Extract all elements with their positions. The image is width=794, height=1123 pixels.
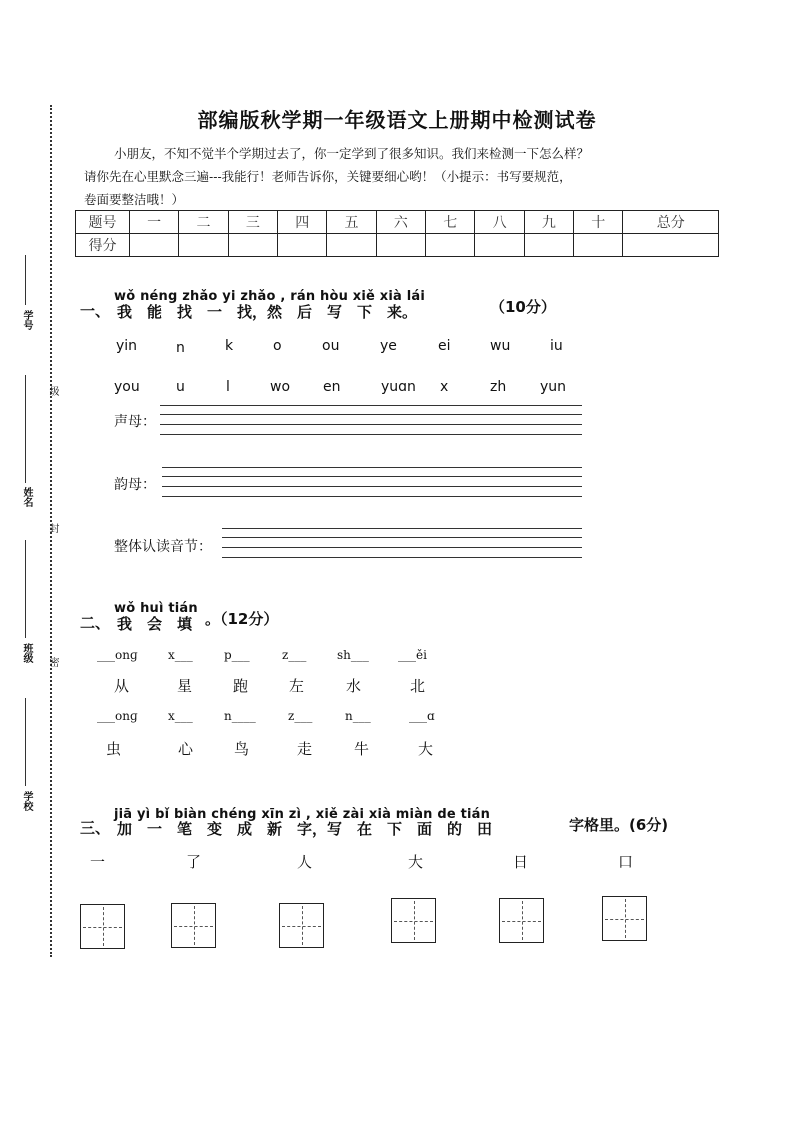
- hanzi-char: 口: [618, 853, 634, 871]
- class-line: [25, 540, 26, 638]
- school-label: 学校: [21, 791, 32, 811]
- pinyin-item: you: [114, 379, 140, 395]
- pinyin-item: en: [323, 379, 341, 395]
- pinyin-item: n: [176, 340, 185, 356]
- intro-text: [84, 142, 720, 211]
- pinyin-item: yun: [540, 379, 567, 395]
- pinyin-item: wu: [490, 338, 511, 354]
- fill-blank[interactable]: x___: [168, 709, 193, 723]
- pinyin-item: iu: [550, 338, 563, 354]
- pinyin-item: yin: [116, 338, 138, 354]
- section2-pinyin: wǒ huì tián: [114, 601, 198, 616]
- section1-pinyin: wǒ néng zhǎo yi zhǎo , rán hòu xiě xià lái: [114, 289, 425, 304]
- score-table-cell: 十: [574, 211, 623, 234]
- writing-line: [160, 414, 582, 415]
- tianzige-box[interactable]: [279, 903, 324, 948]
- name-label: 姓名: [21, 487, 32, 507]
- pinyin-item: l: [226, 379, 230, 395]
- intro-line-2: 请你先在心里默念三遍---我能行！老师告诉你，关键要细心哟！（小提示：书写要规范，: [84, 169, 572, 184]
- score-table-cell: 四: [278, 211, 327, 234]
- hanzi-char: 北: [410, 677, 426, 695]
- score-table-cell: 八: [475, 211, 524, 234]
- fill-blank[interactable]: ___onɡ: [97, 648, 138, 662]
- score-cell[interactable]: [278, 234, 327, 257]
- hanzi-char: 牛: [354, 740, 370, 758]
- hanzi-char: 鸟: [234, 740, 250, 758]
- hanzi-char: 大: [418, 740, 434, 758]
- hanzi-char: 虫: [106, 740, 122, 758]
- hanzi-char: 一: [90, 853, 106, 871]
- fill-blank[interactable]: p___: [224, 648, 250, 662]
- intro-line-3: 卷面要整洁哦！）: [84, 192, 185, 207]
- score-table-cell: 三: [228, 211, 277, 234]
- score-table-cell: 七: [426, 211, 475, 234]
- pinyin-item: u: [176, 379, 185, 395]
- score-table-score-row: [76, 234, 719, 257]
- fill-blank[interactable]: z___: [288, 709, 313, 723]
- writing-line: [162, 486, 582, 487]
- class-label: 班级: [21, 643, 32, 663]
- score-cell[interactable]: [574, 234, 623, 257]
- hanzi-char: 水: [346, 677, 362, 695]
- hanzi-char: 了: [186, 853, 202, 871]
- binding-grade-char: 级: [47, 386, 58, 396]
- writing-line: [162, 467, 582, 468]
- score-cell[interactable]: [475, 234, 524, 257]
- hanzi-char: 从: [114, 677, 130, 695]
- score-cell[interactable]: [179, 234, 228, 257]
- score-cell[interactable]: [376, 234, 425, 257]
- section3-hanzi: 加 一 笔 变 成 新 字，写 在 下 面 的 田: [117, 820, 493, 838]
- writing-line: [162, 476, 582, 477]
- student-id-line: [25, 255, 26, 305]
- section2-number: 二、: [80, 614, 111, 632]
- writing-line: [222, 557, 582, 558]
- section1-number: 一、: [80, 302, 111, 320]
- score-table-cell: 得分: [76, 234, 130, 257]
- whole-syllables-label: 整体认读音节：: [114, 539, 212, 555]
- initials-label: 声母：: [114, 414, 156, 430]
- score-table-cell: 一: [130, 211, 179, 234]
- score-cell[interactable]: [623, 234, 719, 257]
- pinyin-item: x: [440, 379, 449, 395]
- score-table-cell: 九: [524, 211, 573, 234]
- section1-hanzi: 我 能 找 一 找，然 后 写 下 来。: [117, 303, 418, 321]
- score-cell[interactable]: [228, 234, 277, 257]
- intro-line-1: 小朋友，不知不觉半个学期过去了，你一定学到了很多知识。我们来检测一下怎么样？: [114, 146, 590, 161]
- pinyin-item: yuɑn: [381, 379, 416, 395]
- writing-line: [160, 434, 582, 435]
- score-cell[interactable]: [524, 234, 573, 257]
- score-table-cell: 题号: [76, 211, 130, 234]
- fill-blank[interactable]: sh___: [337, 648, 369, 662]
- tianzige-box[interactable]: [80, 904, 125, 949]
- fill-blank[interactable]: ___ɑ: [409, 709, 435, 723]
- score-cell[interactable]: [130, 234, 179, 257]
- score-cell[interactable]: [426, 234, 475, 257]
- hanzi-char: 人: [297, 853, 313, 871]
- score-table-cell: 总分: [623, 211, 719, 234]
- section3-tail: 字格里。(6分): [569, 816, 669, 834]
- hanzi-char: 日: [513, 853, 529, 871]
- school-line: [25, 698, 26, 786]
- hanzi-char: 星: [177, 677, 193, 695]
- page-title: 部编版秋学期一年级语文上册期中检测试卷: [197, 108, 597, 132]
- pinyin-item: wo: [270, 379, 291, 395]
- fill-blank[interactable]: n____: [224, 709, 256, 723]
- writing-line: [222, 537, 582, 538]
- tianzige-box[interactable]: [602, 896, 647, 941]
- pinyin-item: o: [273, 338, 282, 354]
- writing-line: [222, 528, 582, 529]
- name-line: [25, 375, 26, 483]
- tianzige-box[interactable]: [499, 898, 544, 943]
- hanzi-char: 左: [289, 677, 305, 695]
- section1-score: （10分）: [490, 298, 556, 316]
- section3-pinyin: jiā yì bǐ biàn chéng xīn zì , xiě zài xià miàn de tián: [114, 807, 491, 822]
- hanzi-char: 大: [408, 853, 424, 871]
- pinyin-item: zh: [490, 379, 507, 395]
- fill-blank[interactable]: z___: [282, 648, 307, 662]
- section2-hanzi: 我 会 填: [117, 615, 193, 633]
- score-cell[interactable]: [327, 234, 376, 257]
- hanzi-char: 跑: [233, 677, 249, 695]
- tianzige-box[interactable]: [171, 903, 216, 948]
- hanzi-char: 心: [178, 740, 194, 758]
- writing-line: [222, 547, 582, 548]
- finals-label: 韵母：: [114, 477, 156, 493]
- fill-blank[interactable]: n___: [345, 709, 371, 723]
- pinyin-item: ou: [322, 338, 340, 354]
- fill-blank[interactable]: ___onɡ: [97, 709, 138, 723]
- score-table-cell: 二: [179, 211, 228, 234]
- score-table-cell: 五: [327, 211, 376, 234]
- student-id-label: 学号: [21, 310, 32, 330]
- section2-score: 。（12分）: [205, 610, 279, 628]
- fill-blank[interactable]: x___: [168, 648, 193, 662]
- pinyin-item: ye: [380, 338, 397, 354]
- binding-seal-char: 封: [47, 523, 58, 533]
- section3-number: 三、: [80, 819, 111, 837]
- fill-blank[interactable]: ___ěi: [398, 648, 427, 662]
- pinyin-item: k: [225, 338, 234, 354]
- binding-secret-char: 密: [47, 657, 58, 667]
- writing-line: [160, 424, 582, 425]
- score-table: [75, 210, 719, 257]
- score-table-cell: 六: [376, 211, 425, 234]
- writing-line: [160, 405, 582, 406]
- hanzi-char: 走: [297, 740, 313, 758]
- writing-line: [162, 496, 582, 497]
- tianzige-box[interactable]: [391, 898, 436, 943]
- pinyin-item: ei: [438, 338, 451, 354]
- score-table-header-row: [76, 211, 719, 234]
